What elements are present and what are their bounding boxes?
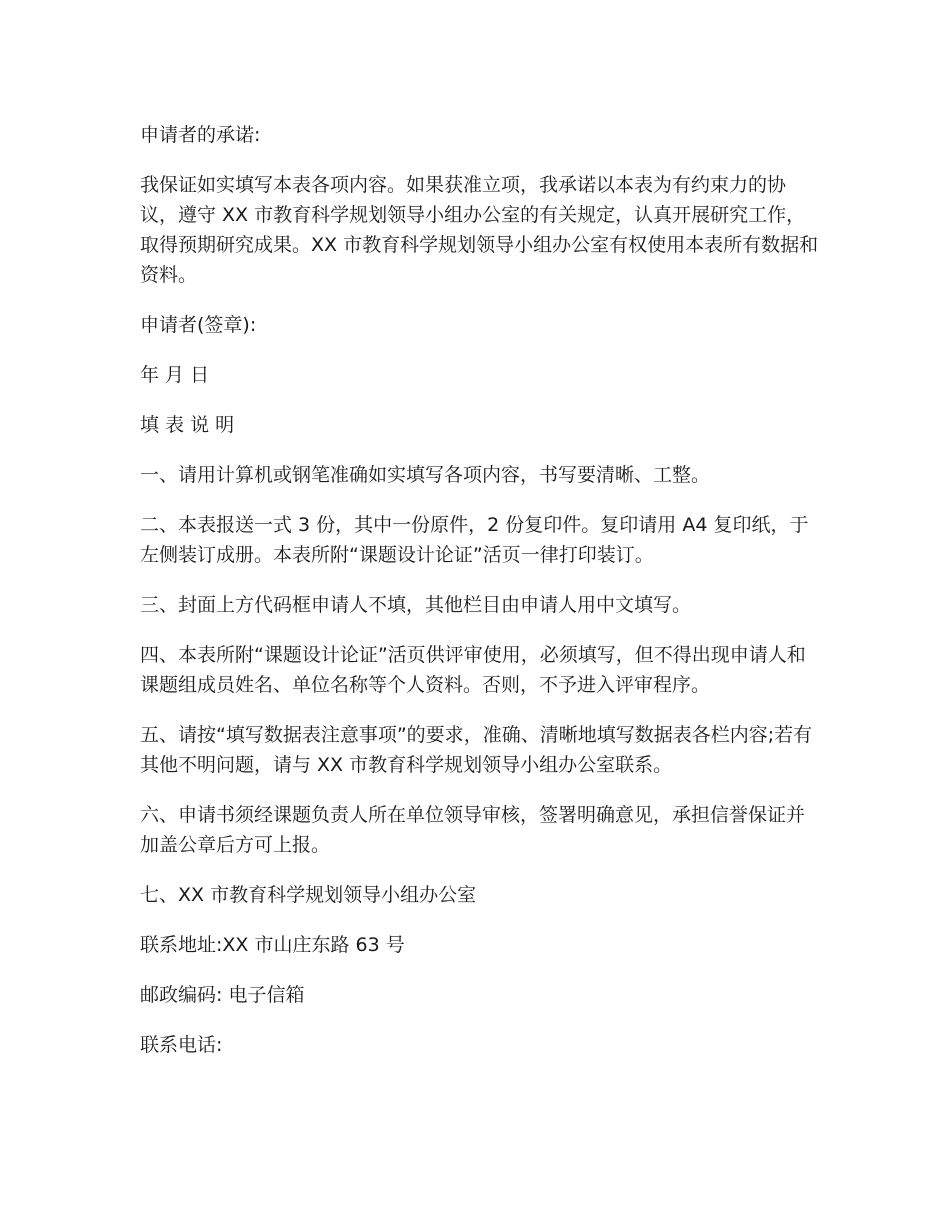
instruction-item-3: 三、封面上方代码框申请人不填，其他栏目由申请人用中文填写。 xyxy=(140,594,692,616)
instruction-item-6: 六、申请书须经课题负责人所在单位领导审核，签署明确意见，承担信誉保证并加盖公章后方可上报。 xyxy=(140,804,806,856)
instructions-heading: 填 表 说 明 xyxy=(140,414,235,436)
instruction-item-4: 四、本表所附“课题设计论证”活页供评审使用，必须填写，但不得出现申请人和课题组成员姓名、单位名称等个人资料。否则，不予进入评审程序。 xyxy=(140,644,806,696)
applicant-signature-line: 申请者(签章): xyxy=(140,314,257,336)
commitment-text: 我保证如实填写本表各项内容。如果获准立项，我承诺以本表为有约束力的协议，遵守 XX 市教育科学规划领导小组办公室的有关规定，认真开展研究工作，取得预期研究成果。XX 市教育科学规划领导小组办公室有权使用本表所有数据和资料。 xyxy=(140,174,819,286)
contact-phone: 联系电话: xyxy=(140,1034,223,1056)
instruction-item-2: 二、本表报送一式 3 份，其中一份原件，2 份复印件。复印请用 A4 复印纸，于左侧装订成册。本表所附“课题设计论证”活页一律打印装订。 xyxy=(140,514,809,566)
document-page xyxy=(140,120,820,1060)
instruction-item-5: 五、请按“填写数据表注意事项”的要求，准确、清晰地填写数据表各栏内容;若有其他不明问题，请与 XX 市教育科学规划领导小组办公室联系。 xyxy=(140,724,813,776)
instruction-item-1: 一、请用计算机或钢笔准确如实填写各项内容，书写要清晰、工整。 xyxy=(140,464,711,486)
date-line: 年 月 日 xyxy=(140,364,210,386)
contact-address: 联系地址:XX 市山庄东路 63 号 xyxy=(140,934,405,956)
postal-code-email: 邮政编码: 电子信箱 xyxy=(140,984,305,1006)
instruction-item-7: 七、XX 市教育科学规划领导小组办公室 xyxy=(140,884,477,906)
commitment-heading: 申请者的承诺: xyxy=(140,124,261,146)
